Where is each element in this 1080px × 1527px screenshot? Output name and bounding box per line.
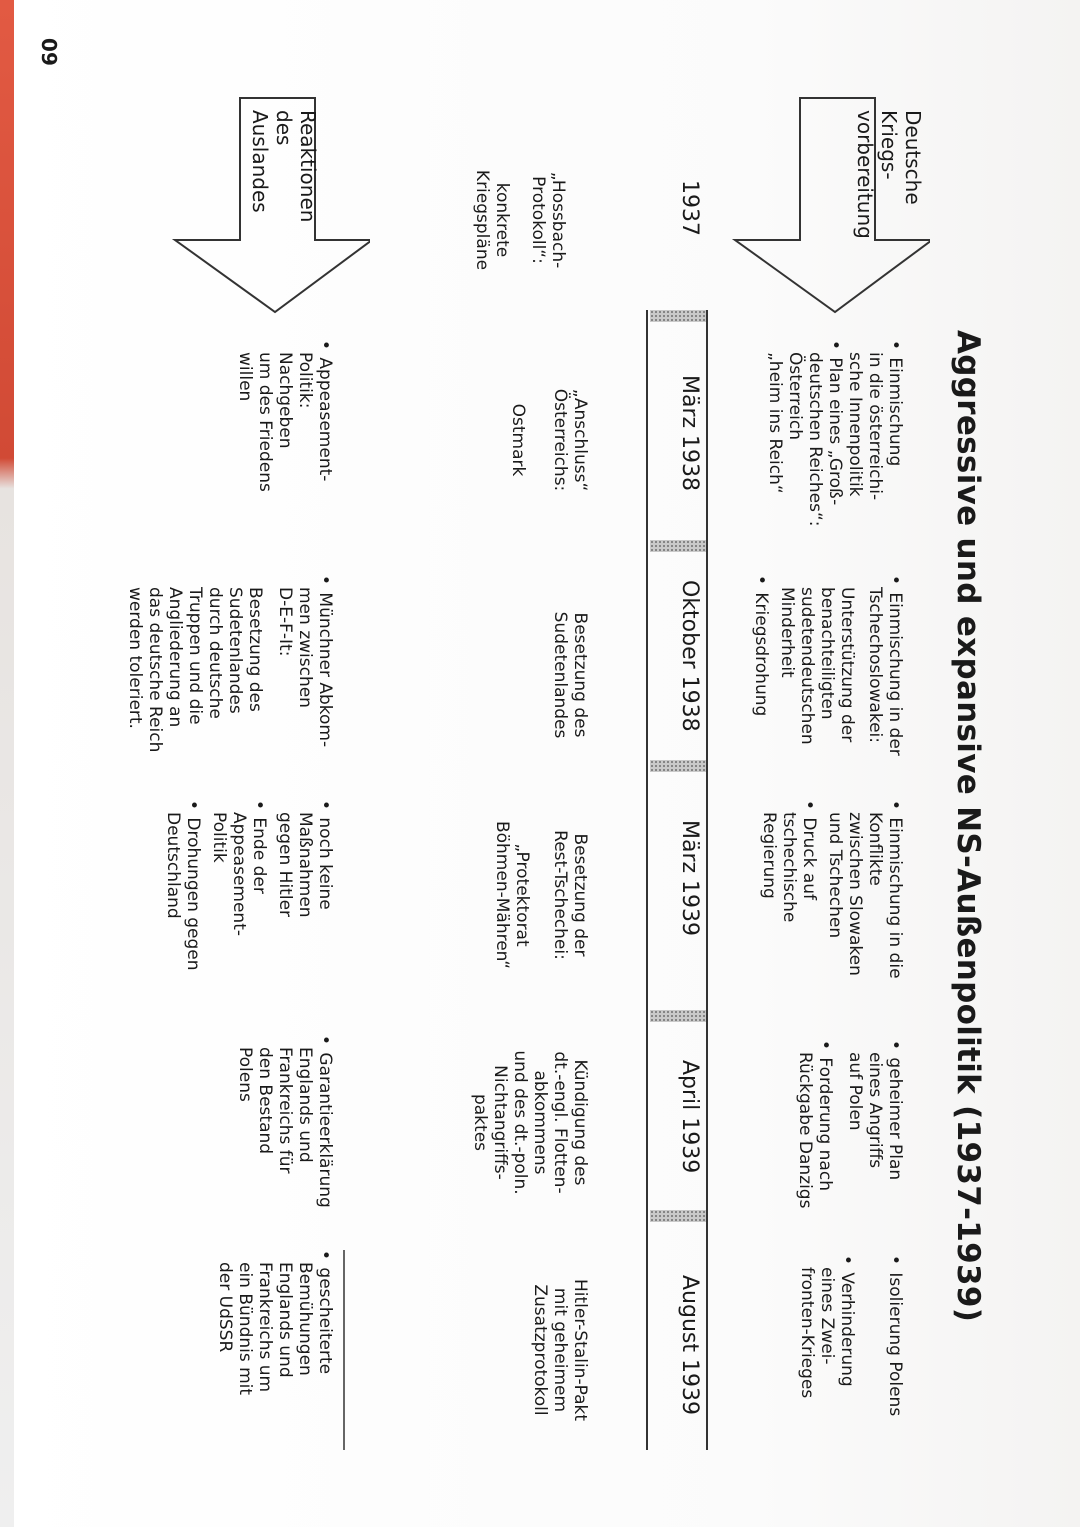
col4-prep-item: • geheimer Plan eines Angriffs auf Polen xyxy=(845,1040,905,1240)
page-title: Aggressive und expansive NS-Außenpolitik (1937-1939) xyxy=(950,330,986,1323)
col1-prep xyxy=(765,340,905,545)
col2-reaction-item: • Münchner Abkom- men zwischen D-E-F-It: xyxy=(275,575,335,790)
col4-reaction xyxy=(235,1035,335,1235)
timeline-top-line xyxy=(706,310,708,1450)
date-april-1939: April 1939 xyxy=(677,1060,702,1174)
col3-prep-item: • Druck auf tschechische Regierung xyxy=(759,800,819,1020)
timeline-marker xyxy=(650,1010,706,1022)
timeline-bottom-line xyxy=(646,310,648,1450)
col3-reaction-item: • Ende der Appeasement- Politik xyxy=(209,800,269,1020)
col1-reaction xyxy=(235,340,335,540)
col2-reaction-extra: Besetzung des Sudetenlandes durch deutsche Truppen und die Angliederung an das deutsche Reich werden toleriert. xyxy=(125,587,265,753)
col1-reaction-item: • Appeasement- Politik: Nachgeben um des Friedens willen xyxy=(235,340,335,540)
col2-prep-item: • Einmischung in der Tschechoslowakei: xyxy=(865,575,905,790)
timeline-marker xyxy=(650,310,706,322)
col5-reaction-item: • gescheiterte Bemühungen Englands und Frankreichs um ein Bündnis mit der UdSSR xyxy=(215,1250,335,1460)
reaktionen-label xyxy=(248,110,320,250)
timeline-marker xyxy=(650,1210,706,1222)
col4-prep-item: • Forderung nach Rückgabe Danzigs xyxy=(795,1040,835,1240)
col5-prep-item: • Verhinderung eines Zwei- fronten-Krieges xyxy=(797,1255,857,1465)
col2-prep-item: • Kriegsdrohung xyxy=(751,575,771,790)
date-maerz-1939: März 1939 xyxy=(677,820,702,937)
col1-prep-item: • Einmischung in die österreichi- sche Innenpolitik xyxy=(845,340,905,545)
year-1937: 1937 xyxy=(677,180,702,236)
col4-event: Kündigung des dt.-engl. Flotten- abkommens und des dt.-poln. Nichtangriffs- paktes xyxy=(470,1050,590,1195)
date-oktober-1938: Oktober 1938 xyxy=(677,580,702,732)
col3-reaction xyxy=(163,800,335,1020)
divider xyxy=(343,1250,345,1450)
col5-prep xyxy=(797,1255,905,1465)
col2-prep xyxy=(751,575,905,790)
label-line: Kriegs- xyxy=(877,110,901,180)
label-line: Deutsche xyxy=(901,110,925,205)
timeline-marker xyxy=(650,540,706,552)
col2-event: Besetzung des Sudetenlandes xyxy=(550,611,590,739)
label-line: Auslandes xyxy=(248,110,272,213)
col3-reaction-item: • Drohungen gegen Deutschland xyxy=(163,800,203,1020)
konkrete-line: konkrete xyxy=(492,182,512,258)
hossbach-protokoll xyxy=(472,150,568,290)
col2-prep-extra: Unterstützung der benachteiligten sudetendeutschen Minderheit xyxy=(777,587,857,745)
label-line: Reaktionen xyxy=(296,110,320,223)
date-maerz-1938: März 1938 xyxy=(677,375,702,492)
label-line: vorbereitung xyxy=(853,110,877,239)
col3-event: Besetzung der Rest-Tschechei: „Protektorat Böhmen-Mähren“ xyxy=(492,820,590,970)
col3-prep-item: • Einmischung in die Konflikte zwischen Slowaken und Tschechen xyxy=(825,800,905,1020)
col3-reaction-item: • noch keine Maßnahmen gegen Hitler xyxy=(275,800,335,1020)
col4-prep xyxy=(795,1040,905,1240)
col1-prep-item: • Plan eines „Groß- deutschen Reiches“: Österreich „heim ins Reich“ xyxy=(765,340,845,545)
col4-reaction-item: • Garantieerklärung Englands und Frankreichs für den Bestand Polens xyxy=(235,1035,335,1235)
konkrete-line: Kriegspläne xyxy=(472,169,492,271)
page-number: 60 xyxy=(38,38,62,66)
kriegsvorbereitung-label xyxy=(853,110,925,250)
col5-prep-item: • Isolierung Polens xyxy=(885,1255,905,1465)
timeline-marker xyxy=(650,760,706,772)
label-line: des xyxy=(272,110,296,146)
col3-prep xyxy=(759,800,905,1020)
col2-reaction xyxy=(125,575,335,790)
date-august-1939: August 1939 xyxy=(677,1275,702,1415)
col5-reaction xyxy=(215,1250,335,1460)
col1-event: „Anschluss“ Österreichs: Ostmark xyxy=(508,388,590,492)
hossbach-line: „Hossbach- xyxy=(548,171,568,269)
hossbach-line: Protokoll“: xyxy=(528,176,548,264)
col5-event: Hitler-Stalin-Pakt mit geheimem Zusatzprotokoll xyxy=(530,1278,590,1422)
